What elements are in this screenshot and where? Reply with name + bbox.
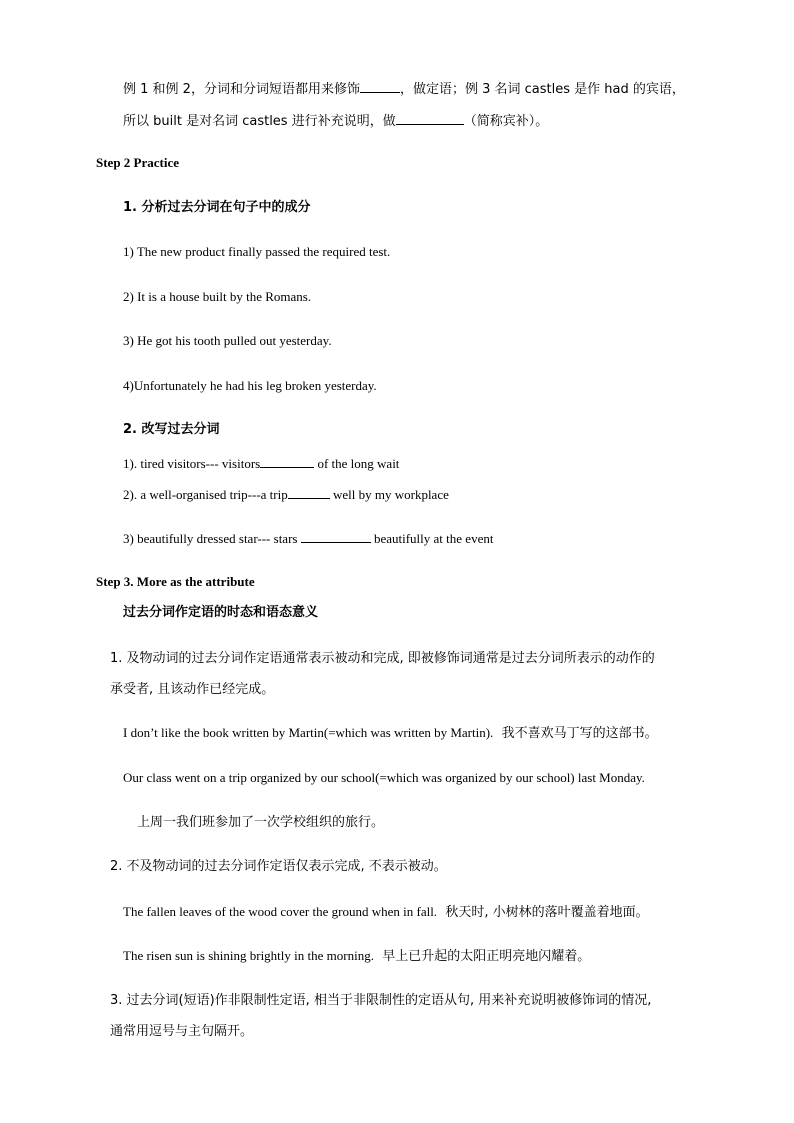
step3-subtitle: 过去分词作定语的时态和语态意义	[123, 605, 319, 620]
answer-blank	[288, 486, 330, 499]
example-2-zh: 上周一我们班参加了一次学校组织的旅行。	[137, 815, 385, 830]
example-zh: 我不喜欢马丁写的这部书。	[501, 726, 658, 741]
example-zh: 秋天时, 小树林的落叶覆盖着地面。	[445, 905, 649, 920]
rule-1-line-2: 承受者, 且该动作已经完成。	[110, 682, 275, 697]
rewrite-item	[123, 486, 449, 503]
intro-text: 所以 built 是对名词 castles 进行补充说明，做	[123, 114, 396, 129]
rewrite-prompt: 2). a well-organised trip---a trip	[123, 487, 288, 502]
rewrite-tail: of the long wait	[314, 456, 400, 471]
rewrite-prompt: 3) beautifully dressed star--- stars	[123, 531, 301, 546]
intro-text: ，做定语；例 3 名词 castles 是作 had 的宾语，	[399, 82, 685, 97]
example-1	[123, 725, 658, 742]
example-4	[123, 948, 590, 965]
example-en: I don’t like the book written by Martin(=which was written by Martin).	[123, 725, 494, 740]
step3-title: Step 3. More as the attribute	[96, 574, 255, 589]
rule-1-line-1: 1. 及物动词的过去分词作定语通常表示被动和完成, 即被修饰词通常是过去分词所表示的动作的	[110, 651, 655, 666]
part2-heading: 2. 改写过去分词	[123, 422, 220, 437]
practice-sentence: 4)Unfortunately he had his leg broken yesterday.	[123, 378, 377, 393]
step2-title: Step 2 Practice	[96, 155, 180, 170]
rewrite-tail: well by my workplace	[329, 487, 449, 502]
intro-line-1	[123, 80, 685, 98]
example-2-en: Our class went on a trip organized by our school(=which was organized by our school) last Monday.	[123, 770, 645, 785]
answer-blank	[360, 80, 400, 93]
rule-3-line-2: 通常用逗号与主句隔开。	[110, 1024, 254, 1039]
intro-text: （简称宾补）。	[463, 114, 549, 129]
rewrite-item	[123, 455, 399, 472]
rewrite-item	[123, 530, 493, 547]
example-3	[123, 904, 649, 921]
rewrite-tail: beautifully at the event	[370, 531, 494, 546]
part1-heading: 1. 分析过去分词在句子中的成分	[123, 200, 311, 215]
answer-blank	[260, 455, 314, 468]
rewrite-prompt: 1). tired visitors--- visitors	[123, 456, 261, 471]
practice-sentence: 1) The new product finally passed the required test.	[123, 244, 391, 259]
practice-sentence: 2) It is a house built by the Romans.	[123, 289, 312, 304]
practice-sentence: 3) He got his tooth pulled out yesterday.	[123, 333, 332, 348]
example-en: The fallen leaves of the wood cover the ground when in fall.	[123, 904, 438, 919]
rule-2: 2. 不及物动词的过去分词作定语仅表示完成, 不表示被动。	[110, 859, 447, 874]
intro-text: 例 1 和例 2，分词和分词短语都用来修饰	[123, 82, 360, 97]
rule-3-line-1: 3. 过去分词(短语)作非限制性定语, 相当于非限制性的定语从句, 用来补充说明被修饰词的情况,	[110, 993, 652, 1008]
example-zh: 早上已升起的太阳正明亮地闪耀着。	[382, 949, 591, 964]
answer-blank	[301, 530, 371, 543]
intro-line-2	[123, 112, 548, 130]
example-en: The risen sun is shining brightly in the morning.	[123, 948, 374, 963]
answer-blank	[396, 112, 464, 125]
